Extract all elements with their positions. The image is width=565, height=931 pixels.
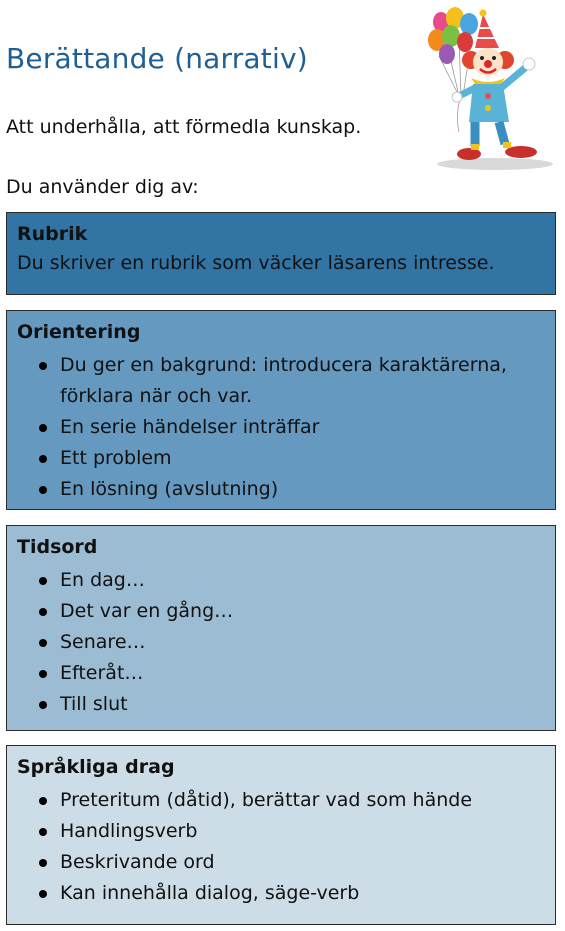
- list-item: Beskrivande ord: [60, 847, 545, 878]
- bullet-list: [17, 350, 545, 505]
- list-item: Handlingsverb: [60, 816, 545, 847]
- section-heading: Språkliga drag: [17, 756, 175, 778]
- section-sprakliga-drag: [6, 745, 556, 925]
- list-item: En serie händelser inträffar: [60, 412, 545, 443]
- list-item: En dag…: [60, 565, 545, 596]
- list-item: En lösning (avslutning): [60, 474, 545, 505]
- section-heading: Orientering: [17, 321, 141, 343]
- bullet-list: [17, 565, 545, 720]
- page-title: Berättande (narrativ): [6, 42, 308, 75]
- list-item: Du ger en bakgrund: introducera karaktärerna, förklara när och var.: [60, 350, 545, 412]
- section-text: Du skriver en rubrik som väcker läsarens intresse.: [17, 252, 495, 274]
- list-item: Preteritum (dåtid), berättar vad som hände: [60, 785, 545, 816]
- list-item: Till slut: [60, 689, 545, 720]
- list-item: Det var en gång…: [60, 596, 545, 627]
- section-orientering: [6, 310, 556, 510]
- section-tidsord: [6, 525, 556, 731]
- list-item: Kan innehålla dialog, säge-verb: [60, 878, 545, 909]
- list-item: Ett problem: [60, 443, 545, 474]
- clown-with-balloons-icon: [425, 4, 561, 172]
- intro-text: Att underhålla, att förmedla kunskap.: [6, 116, 362, 138]
- bullet-list: [17, 785, 545, 909]
- list-item: Efteråt…: [60, 658, 545, 689]
- uses-label: Du använder dig av:: [6, 176, 199, 198]
- section-rubrik: [6, 212, 556, 295]
- section-heading: Tidsord: [17, 536, 98, 558]
- section-heading: Rubrik: [17, 223, 88, 245]
- list-item: Senare…: [60, 627, 545, 658]
